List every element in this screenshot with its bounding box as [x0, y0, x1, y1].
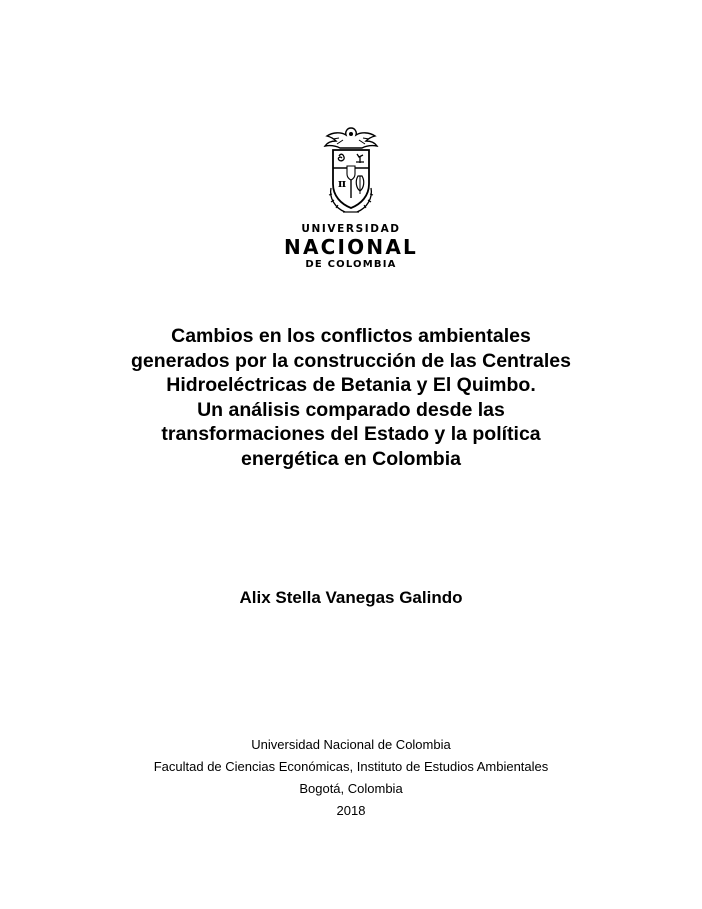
university-logo [0, 126, 702, 270]
title-line: Cambios en los conflictos ambientales [171, 325, 531, 347]
city-name: Bogotá, Colombia [299, 781, 403, 796]
title-line: Un análisis comparado desde las [197, 398, 505, 421]
thesis-title [60, 324, 642, 471]
publication-year: 2018 [336, 803, 366, 818]
title-line: energética en Colombia [241, 447, 461, 470]
author-name: Alix Stella Vanegas Galindo [239, 588, 463, 607]
institution-name: Universidad Nacional de Colombia [251, 737, 451, 752]
title-line: generados por la construcción de las Centrales [131, 349, 571, 372]
logo-text-de-colombia: DE COLOMBIA [305, 259, 397, 270]
title-line: transformaciones del Estado y la política [161, 423, 541, 445]
logo-text-universidad: UNIVERSIDAD [301, 223, 401, 235]
colombia-coat-of-arms-icon [319, 126, 383, 218]
svg-text:π: π [338, 177, 347, 190]
faculty-name: Facultad de Ciencias Económicas, Instituto de Estudios Ambientales [153, 759, 549, 774]
publication-info [60, 734, 642, 822]
title-line: Hidroeléctricas de Betania y El Quimbo. [166, 374, 536, 396]
logo-text-nacional: NACIONAL [284, 235, 418, 259]
